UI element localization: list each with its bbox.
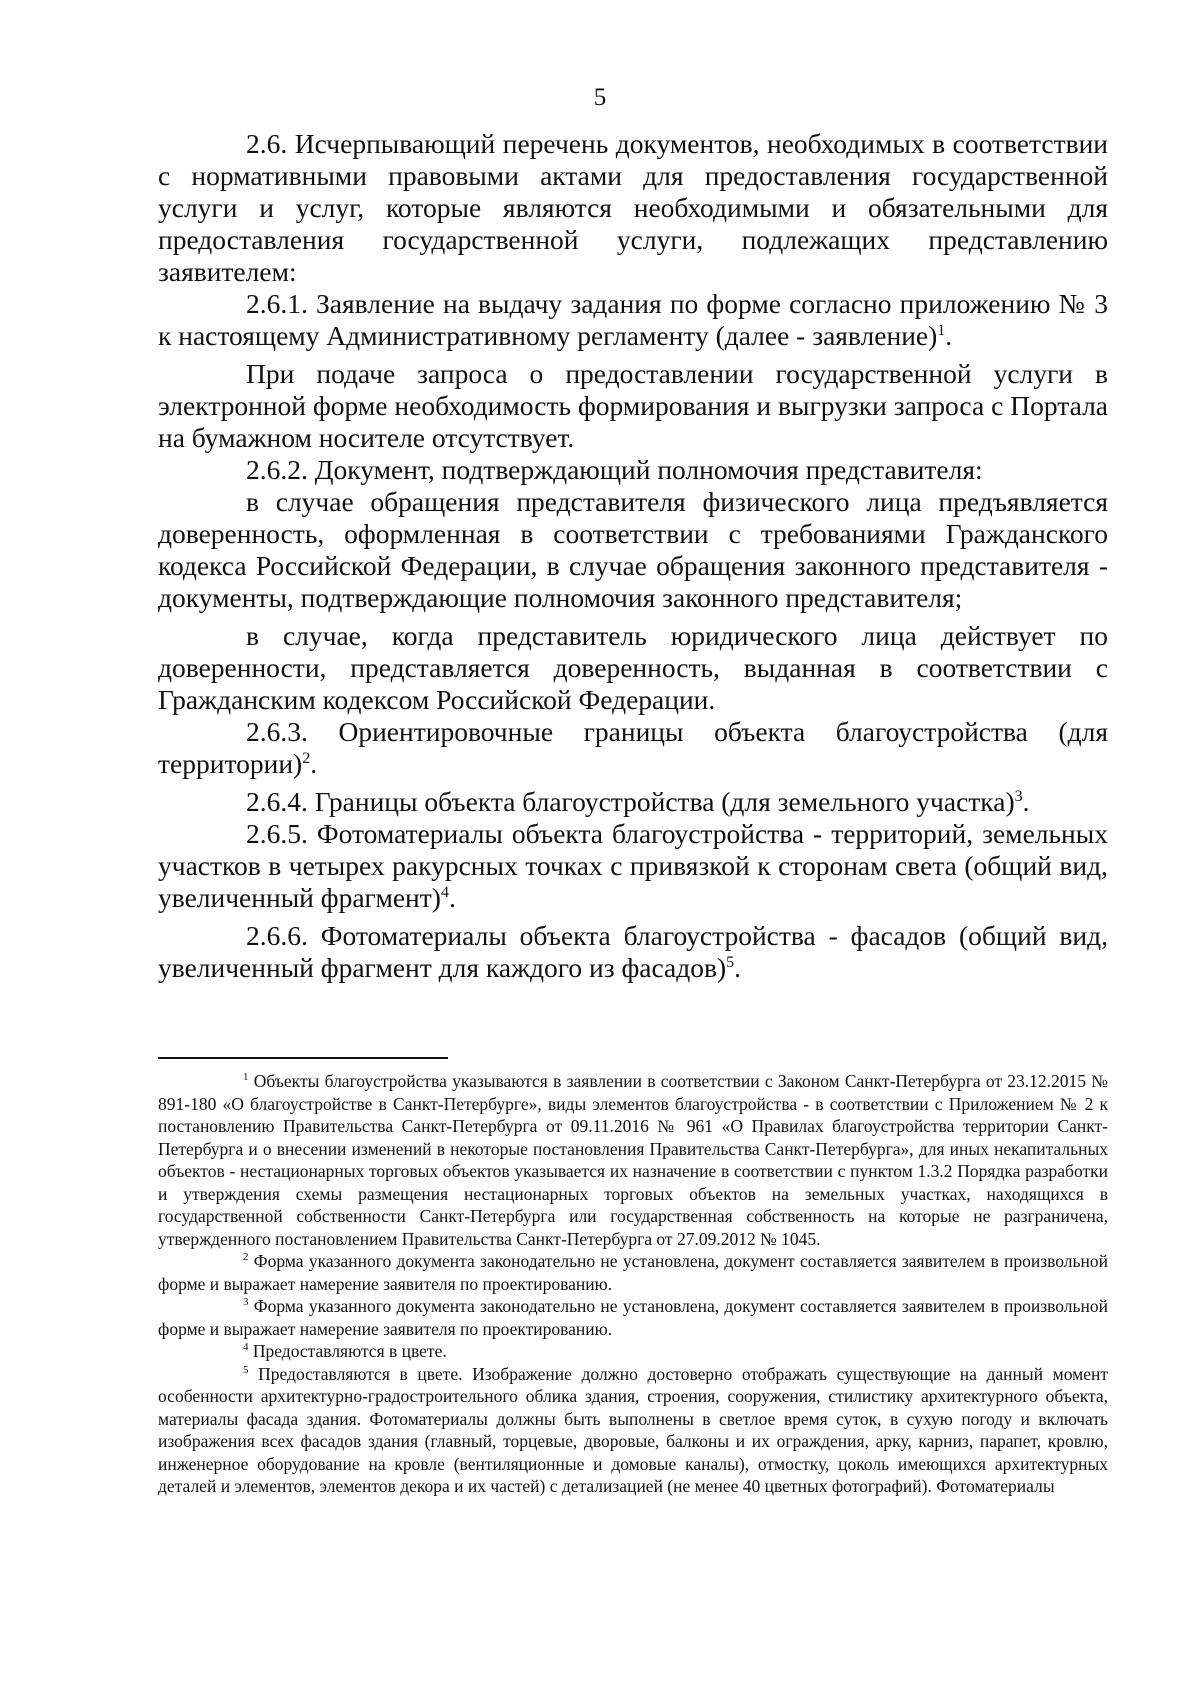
footnote-ref-5: 5 — [726, 953, 735, 971]
paragraph-2-6-4 — [158, 786, 1108, 818]
paragraph-2-6: 2.6. Исчерпывающий перечень документов, необходимых в соответствии с нормативными правовыми актами для предоставления государственной услуги и услуг, которые являются необходимыми и обязательными для предоставления государственной услуги, подлежащих представлению заявителем: — [158, 128, 1108, 287]
footnote-text: Форма указанного документа законодательно не установлена, документ составляется заявителем в произвольной форме и выражает намерение заявителя по проектированию. — [158, 1251, 1108, 1294]
footnote-text: Форма указанного документа законодательно не установлена, документ составляется заявителем в произвольной форме и выражает намерение заявителя по проектированию. — [158, 1296, 1108, 1339]
paragraph-portal: При подаче запроса о предоставлении государственной услуги в электронной форме необходимость формирования и выгрузки запроса с Портала на бумажном носителе отсутствует. — [158, 358, 1108, 453]
footnote-text: Предоставляются в цвете. Изображение должно достоверно отображать существующие на данный момент особенности архитектурно-градостроительного облика здания, строения, сооружения, стилистику архитектурного объекта, материалы фасада здания. Фотоматериалы должны быть выполнены в светлое время суток, в сухую погоду и включать изображения всех фасадов здания (главный, торцевые, дворовые, балконы и их ограждения, арку, карниз, парапет, кровлю, инженерное оборудование на кровле (вентиляционные и домовые каналы), отмостку, цоколь имеющихся архитектурных деталей и элементов, элементов декора и их частей) с детализацией (не менее 40 цветных фотографий). Фотоматериалы — [158, 1363, 1108, 1496]
paragraph-2-6-1-end: . — [945, 320, 953, 351]
footnote-separator — [158, 1057, 448, 1059]
paragraph-2-6-1 — [158, 288, 1108, 352]
paragraph-legal-entity: в случае, когда представитель юридического лица действует по доверенности, представляется доверенность, выданная в соответствии с Гражданским кодексом Российской Федерации. — [158, 620, 1108, 715]
paragraph-2-6-4-text: 2.6.4. Границы объекта благоустройства (для земельного участка) — [246, 786, 1015, 817]
paragraph-2-6-2: 2.6.2. Документ, подтверждающий полномочия представителя: — [246, 454, 983, 485]
footnote-mark: 1 — [243, 1071, 249, 1084]
paragraph-2-6-5-end: . — [448, 882, 456, 913]
page-number: 5 — [593, 84, 607, 111]
paragraph-2-6-6-end: . — [734, 952, 742, 983]
main-text — [158, 128, 1108, 984]
paragraph-2-6-3-text: 2.6.3. Ориентировочные границы объекта благоустройства (для территории) — [158, 716, 1108, 779]
footnote-mark: 2 — [243, 1251, 249, 1264]
paragraph-2-6-5 — [158, 818, 1108, 914]
paragraph-2-6-4-end: . — [1022, 786, 1030, 817]
footnote — [158, 1363, 1108, 1498]
footnote-mark: 5 — [243, 1363, 249, 1376]
paragraph-2-6-1-text: 2.6.1. Заявление на выдачу задания по форме согласно приложению № 3 к настоящему Административному регламенту (далее - заявление) — [158, 288, 1108, 351]
footnote — [158, 1340, 1108, 1363]
paragraph-2-6-6 — [158, 920, 1108, 984]
footnotes — [158, 1070, 1108, 1498]
footnote-ref-1: 1 — [937, 321, 946, 339]
paragraph-2-6-5-text: 2.6.5. Фотоматериалы объекта благоустройства - территорий, земельных участков в четырех ракурсных точках с привязкой к сторонам света (общий вид, увеличенный фрагмент) — [158, 818, 1108, 913]
paragraph-2-6-6-text: 2.6.6. Фотоматериалы объекта благоустройства - фасадов (общий вид, увеличенный фрагмент для каждого из фасадов) — [158, 920, 1108, 983]
footnote — [158, 1250, 1108, 1295]
footnote-ref-2: 2 — [302, 749, 311, 767]
footnote-ref-4: 4 — [440, 883, 449, 901]
footnote-text: Предоставляются в цвете. — [252, 1341, 447, 1361]
footnote-mark: 3 — [243, 1296, 249, 1309]
footnote-ref-3: 3 — [1014, 787, 1023, 805]
footnote-mark: 4 — [243, 1341, 249, 1354]
paragraph-2-6-3 — [158, 716, 1108, 780]
paragraph-individual: в случае обращения представителя физического лица предъявляется доверенность, оформленная в соответствии с требованиями Гражданского кодекса Российской Федерации, в случае обращения законного представителя - документы, подтверждающие полномочия законного представителя; — [158, 486, 1108, 613]
footnote-text: Объекты благоустройства указываются в заявлении в соответствии с Законом Санкт-Петербурга от 23.12.2015 № 891-180 «О благоустройстве в Санкт-Петербурге», виды элементов благоустройства - в соответствии с Приложением № 2 к постановлению Правительства Санкт-Петербурга от 09.11.2016 № 961 «О Правилах благоустройства территории Санкт-Петербурга и о внесении изменений в некоторые постановления Правительства Санкт-Петербурга», для иных некапитальных объектов - нестационарных торговых объектов указывается их назначение в соответствии с пунктом 1.3.2 Порядка разработки и утверждения схемы размещения нестационарных торговых объектов на земельных участках, находящихся в государственной собственности Санкт-Петербурга или государственная собственность на которые не разграничена, утвержденного постановлением Правительства Санкт-Петербурга от 27.09.2012 № 1045. — [158, 1071, 1108, 1249]
footnote — [158, 1295, 1108, 1340]
paragraph-2-6-3-end: . — [310, 748, 318, 779]
footnote — [158, 1070, 1108, 1250]
